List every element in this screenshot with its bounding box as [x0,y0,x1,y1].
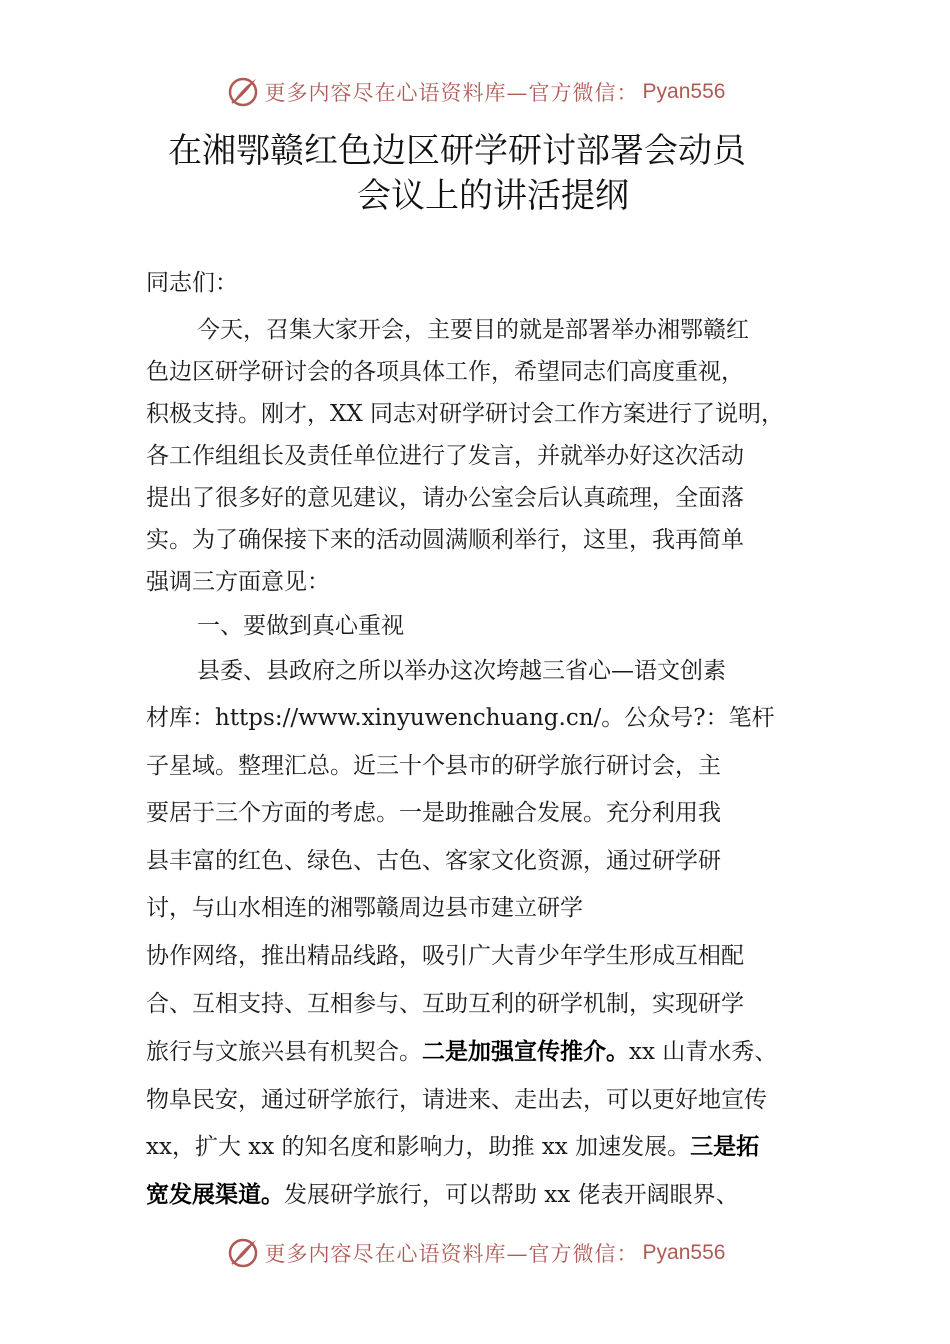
paragraph-2-line [146,1128,816,1161]
watermark-text: 更多内容尽在心语资料库—官方微信： [264,81,639,105]
text-segment: xx，扩大 xx 的知名度和影响力，助推 xx 加速发展。 [146,1134,691,1160]
paragraph-2-line: 子星域。整理汇总。近三十个县市的研学旅行研讨会，主 [146,753,721,779]
header-watermark [0,72,950,112]
paragraph-2-line: 县丰富的红色、绿色、古色、客家文化资源，通过研学研 [146,848,721,874]
paragraph-2-line: 合、互相支持、互相参与、互助互利的研学机制，实现研学 [146,991,744,1017]
text-segment: 发展研学旅行，可以帮助 xx 佬表开阔眼界、 [284,1182,739,1208]
paragraph-2-line [146,1176,816,1209]
document-title-line-2: 会议上的讲活提纲 [357,176,629,216]
salutation: 同志们： [146,270,238,296]
footer-watermark [0,1233,950,1273]
paragraph-2-line: 县委、县政府之所以举办这次垮越三省心—语文创素 [197,658,726,684]
bold-point-3-cont: 宽发展渠道。 [146,1182,284,1208]
paragraph-1-line: 今天，召集大家开会，主要目的就是部署举办湘鄂赣红 [197,317,749,343]
paragraph-1-line: 积极支持。刚才，XX 同志对研学研讨会工作方案进行了说明， [146,401,785,427]
paragraph-2-line [146,1033,816,1066]
paragraph-1-line: 强调三方面意见： [146,569,330,595]
text-segment: xx 山青水秀、 [629,1039,778,1065]
section-heading-1: 一、要做到真心重视 [197,613,404,639]
watermark-text: 更多内容尽在心语资料库—官方微信： [264,1242,639,1266]
quill-pen-icon [225,74,261,110]
paragraph-1-line: 色边区研学研讨会的各项具体工作，希望同志们高度重视， [146,359,744,385]
paragraph-1-line: 提出了很多好的意见建议，请办公室会后认真疏理，全面落 [146,485,744,511]
quill-pen-icon [225,1235,261,1271]
paragraph-2-line: 讨，与山水相连的湘鄂赣周边县市建立研学 [146,895,583,921]
watermark-wechat-id: Pyan556 [642,1241,726,1264]
bold-point-2: 二是加强宣传推介。 [422,1039,629,1065]
text-segment: 旅行与文旅兴县有机契合。 [146,1039,422,1065]
watermark-wechat-id: Pyan556 [642,80,726,103]
paragraph-2-line: 材库：https://www.xinyuwenchuang.cn/。公众号?：笔杆 [146,705,775,731]
paragraph-1-line: 各工作组组长及责任单位进行了发言，并就举办好这次活动 [146,443,744,469]
bold-point-3: 三是拓 [690,1134,760,1160]
paragraph-2-line: 要居于三个方面的考虑。一是助推融合发展。充分利用我 [146,800,721,826]
document-title-line-1: 在湘鄂赣红色边区研学研讨部署会动员 [168,131,746,171]
paragraph-1-line: 实。为了确保接下来的活动圆满顺利举行，这里，我再简单 [146,527,744,553]
paragraph-2-line: 协作网络，推出精品线路，吸引广大青少年学生形成互相配 [146,943,744,969]
paragraph-2-line: 物阜民安，通过研学旅行，请进来、走出去，可以更好地宣传 [146,1087,767,1113]
